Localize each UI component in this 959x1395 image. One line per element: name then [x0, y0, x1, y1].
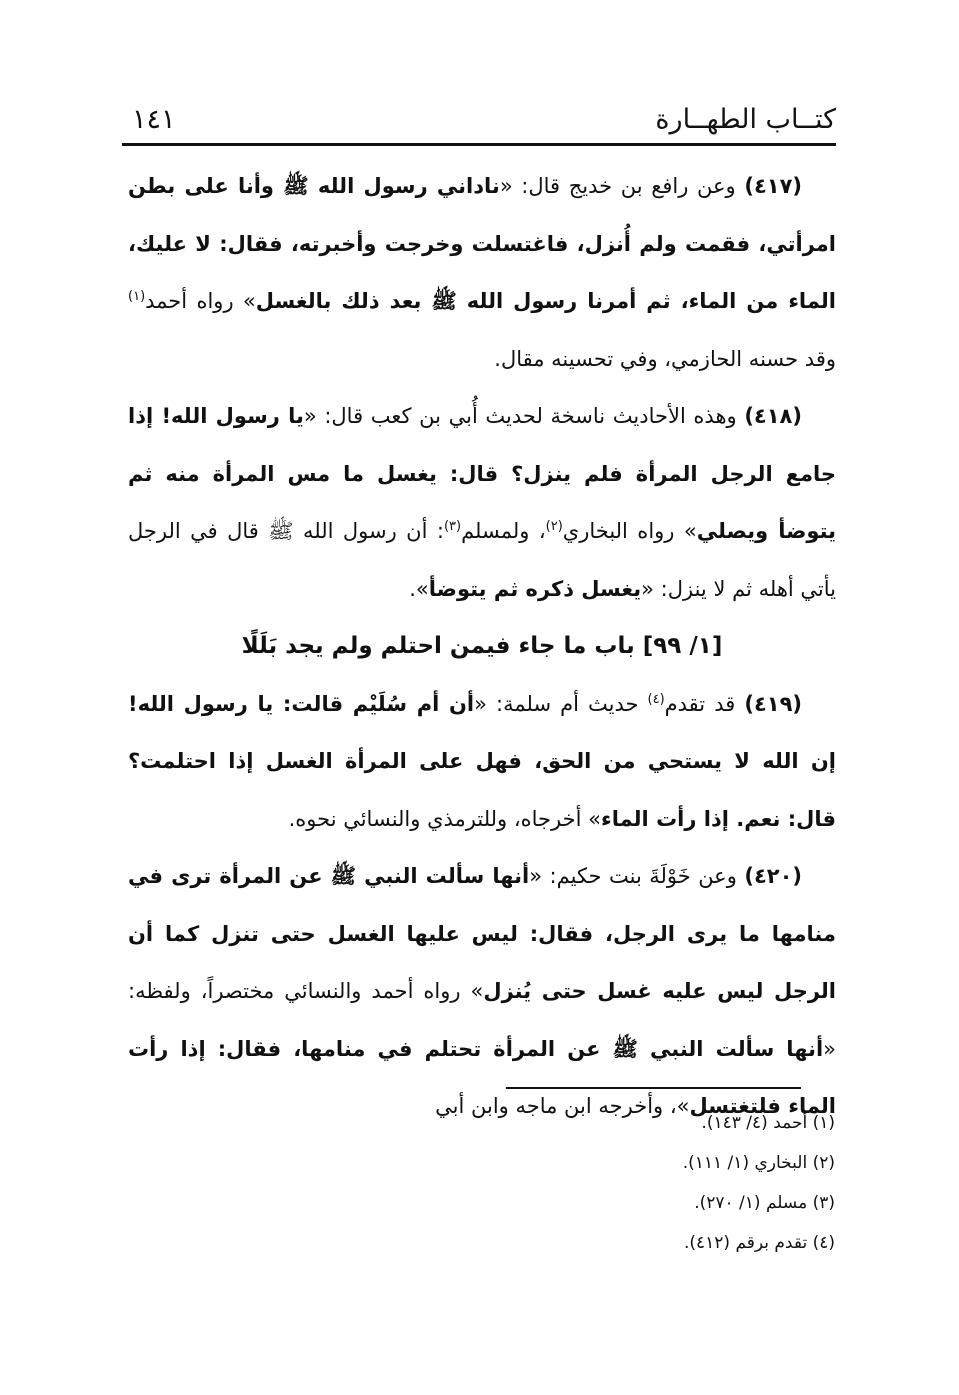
text-segment: : أن رسول الله ﷺ قال في الرجل يأتي أهله ثم لا ينزل: « — [128, 519, 836, 601]
hadith-419 — [128, 676, 836, 849]
main-text — [128, 158, 836, 1136]
hadith-quote: يا رسول الله! إذا جامع الرجل المرأة فلم ينزل؟ قال: يغسل ما مس المرأة منه ثم يتوضأ ويصلي — [128, 404, 837, 543]
text-segment: » أخرجاه، وللترمذي والنسائي نحوه. — [288, 806, 601, 831]
hadith-quote: أنها سألت النبي ﷺ عن المرأة ترى في منامها ما يرى الرجل، فقال: ليس عليها الغسل حتى تنزل كما أن الرجل ليس عليه غسل حتى يُنزل — [128, 864, 836, 1003]
footnote-1: (١) أحمد (٤/ ١٤٣). — [701, 1113, 835, 1133]
footnote-ref[interactable]: (٣) — [443, 519, 462, 534]
hadith-quote: أن أم سُلَيْم قالت: يا رسول الله! إن الله لا يستحي من الحق، فهل على المرأة الغسل إذا احتلمت؟ قال: نعم. إذا رأت الماء — [128, 691, 836, 831]
footnote-2: (٢) البخاري (١/ ١١١). — [682, 1153, 835, 1173]
text-segment: »، وأخرجه ابن ماجه وابن أبي — [435, 1094, 690, 1118]
text-segment: ، ولمسلم — [461, 519, 546, 543]
footnotes — [300, 1103, 835, 1263]
section-heading: [١/ ٩٩] باب ما جاء فيمن احتلم ولم يجد بَلَلًا — [241, 633, 723, 659]
text-segment: » رواه أحمد والنسائي مختصراً، ولفظه: « — [128, 979, 836, 1061]
header-divider — [122, 143, 836, 146]
text-segment: وعن خَوْلَةَ بنت حكيم: « — [529, 864, 737, 888]
text-segment: وهذه الأحاديث ناسخة لحديث أُبي بن كعب قال: « — [303, 404, 737, 428]
text-segment: وقد حسنه الحازمي، وفي تحسينه مقال. — [494, 346, 836, 371]
hadith-418 — [128, 388, 836, 618]
footnote-divider — [506, 1087, 801, 1089]
hadith-quote: ناداني رسول الله ﷺ وأنا على بطن امرأتي، فقمت ولم أُنزل، فاغتسلت وخرجت وأخبرته، فقال: لا عليك، الماء من الماء، ثم أمرنا رسول الله ﷺ بعد ذلك بالغسل — [128, 174, 836, 313]
hadith-number: (٤١٩) — [744, 691, 802, 716]
footnote-ref[interactable]: (١) — [128, 289, 146, 304]
text-segment: ». — [409, 576, 429, 601]
footnote-ref[interactable]: (٤) — [647, 691, 665, 707]
chapter-title: كتــاب الطهــارة — [655, 104, 836, 135]
hadith-number: (٤١٧) — [744, 174, 802, 198]
hadith-417 — [128, 158, 836, 388]
footnote-3: (٣) مسلم (١/ ٢٧٠). — [694, 1193, 835, 1213]
text-segment: » رواه أحمد — [145, 289, 256, 313]
text-segment: وعن رافع بن خديج قال: « — [499, 174, 736, 198]
page-header — [122, 100, 836, 144]
hadith-number: (٤١٨) — [744, 404, 802, 428]
hadith-420 — [128, 848, 836, 1136]
footnote-4: (٤) تقدم برقم (٤١٢). — [683, 1233, 835, 1253]
page-number: ١٤١ — [132, 104, 176, 135]
hadith-quote: أنها سألت النبي ﷺ عن المرأة تحتلم في منامها، فقال: إذا رأت الماء فلتغتسل — [128, 1036, 836, 1118]
hadith-quote: يغسل ذكره ثم يتوضأ — [428, 576, 642, 601]
text-segment: حديث أم سلمة: « — [474, 691, 648, 716]
text-segment: » رواه البخاري — [562, 519, 697, 543]
hadith-number: (٤٢٠) — [744, 864, 802, 888]
footnote-ref[interactable]: (٢) — [545, 519, 563, 534]
text-segment: قد تقدم — [664, 691, 736, 716]
